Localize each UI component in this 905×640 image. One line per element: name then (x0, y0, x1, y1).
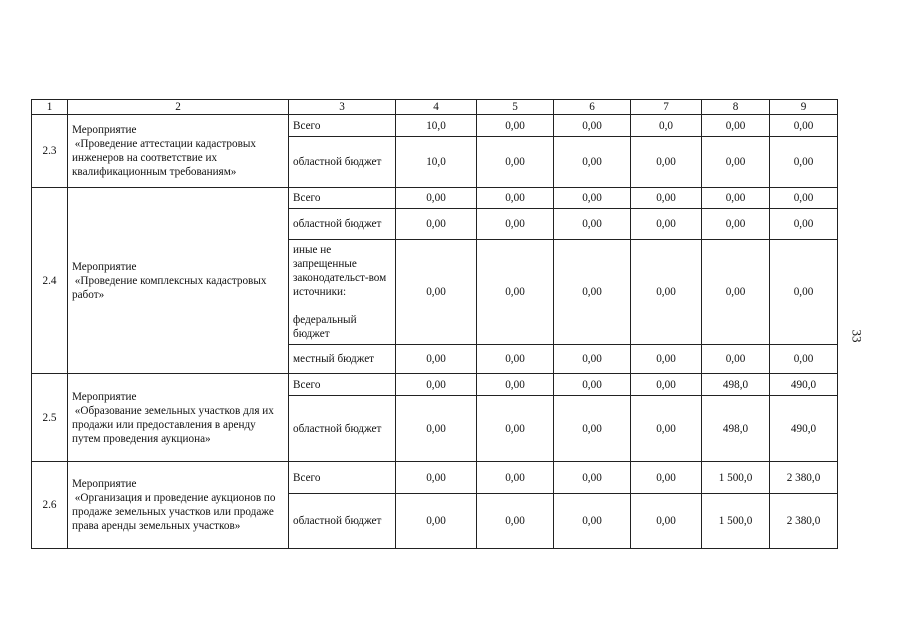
value-cell: 0,0 (631, 115, 702, 137)
value-cell: 0,00 (477, 374, 554, 396)
value-cell: 0,00 (396, 240, 477, 345)
value-cell: 0,00 (631, 396, 702, 462)
value-cell: 0,00 (477, 345, 554, 374)
item-code: 2.6 (32, 462, 68, 549)
item-name-description: «Организация и проведение аукционов по продаже земельных участков или продаже права аренды земельных участков» (72, 492, 276, 532)
value-cell: 0,00 (702, 345, 770, 374)
item-name-kind: Мероприятие (72, 390, 137, 403)
value-cell: 0,00 (396, 188, 477, 209)
value-cell: 2 380,0 (770, 494, 838, 549)
item-name-kind: Мероприятие (72, 478, 137, 490)
value-cell: 0,00 (396, 494, 477, 549)
budget-table (31, 99, 838, 549)
value-cell: 0,00 (396, 396, 477, 462)
item-name-kind: Мероприятие (72, 124, 137, 136)
value-cell: 0,00 (554, 209, 631, 240)
item-code: 2.4 (32, 188, 68, 374)
column-header: 9 (770, 100, 838, 115)
source-label: местный бюджет (289, 345, 396, 374)
value-cell: 0,00 (702, 188, 770, 209)
source-label: областной бюджет (289, 137, 396, 188)
value-cell: 0,00 (702, 240, 770, 345)
value-cell: 0,00 (770, 137, 838, 188)
value-cell: 0,00 (770, 345, 838, 374)
value-cell: 0,00 (477, 396, 554, 462)
item-name-text (72, 261, 266, 301)
value-cell: 0,00 (477, 462, 554, 494)
source-label: Всего (289, 115, 396, 137)
value-cell: 498,0 (702, 396, 770, 462)
value-cell: 0,00 (631, 345, 702, 374)
value-cell: 0,00 (631, 494, 702, 549)
item-name-description: «Образование земельных участков для их продажи или предоставления в аренду путем проведения аукциона» (72, 404, 274, 445)
source-group-cell (289, 240, 396, 345)
column-header: 7 (631, 100, 702, 115)
value-cell: 0,00 (770, 115, 838, 137)
source-label: Всего (289, 462, 396, 494)
value-cell: 0,00 (770, 209, 838, 240)
source-label: Всего (289, 374, 396, 396)
value-cell: 0,00 (702, 209, 770, 240)
item-name-description: «Проведение аттестации кадастровых инженеров на соответствие их квалификационным требованиям» (72, 138, 256, 178)
source-label: федеральный бюджет (293, 314, 357, 340)
item-name (68, 374, 289, 462)
value-cell: 0,00 (554, 494, 631, 549)
value-cell: 0,00 (554, 345, 631, 374)
value-cell: 0,00 (396, 374, 477, 396)
value-cell: 0,00 (554, 240, 631, 345)
item-code: 2.3 (32, 115, 68, 188)
value-cell: 0,00 (770, 240, 838, 345)
value-cell: 0,00 (631, 240, 702, 345)
value-cell: 0,00 (477, 240, 554, 345)
value-cell: 0,00 (477, 137, 554, 188)
column-header: 4 (396, 100, 477, 115)
value-cell: 1 500,0 (702, 462, 770, 494)
item-code: 2.5 (32, 374, 68, 462)
value-cell: 0,00 (702, 137, 770, 188)
column-header: 5 (477, 100, 554, 115)
value-cell: 0,00 (396, 209, 477, 240)
header-row (32, 100, 838, 115)
value-cell: 0,00 (554, 137, 631, 188)
column-header: 3 (289, 100, 396, 115)
table-row (32, 115, 838, 137)
item-name (68, 188, 289, 374)
table-row (32, 462, 838, 494)
table-row (32, 374, 838, 396)
value-cell: 1 500,0 (702, 494, 770, 549)
page-number: 33 (849, 329, 865, 343)
value-cell: 0,00 (477, 209, 554, 240)
value-cell: 490,0 (770, 374, 838, 396)
table-row (32, 188, 838, 209)
source-label: областной бюджет (289, 209, 396, 240)
value-cell: 490,0 (770, 396, 838, 462)
source-label: областной бюджет (289, 396, 396, 462)
source-label: областной бюджет (289, 494, 396, 549)
item-name-kind: Мероприятие (72, 260, 137, 273)
source-label: Всего (289, 188, 396, 209)
value-cell: 0,00 (631, 374, 702, 396)
item-name-text (72, 124, 256, 178)
value-cell: 0,00 (554, 396, 631, 462)
item-name-text (72, 478, 276, 532)
value-cell: 0,00 (477, 494, 554, 549)
value-cell: 10,0 (396, 115, 477, 137)
item-name-description: «Проведение комплексных кадастровых работ» (72, 274, 267, 301)
value-cell: 0,00 (396, 462, 477, 494)
item-name (68, 115, 289, 188)
value-cell: 0,00 (631, 137, 702, 188)
value-cell: 0,00 (554, 374, 631, 396)
value-cell: 0,00 (477, 188, 554, 209)
value-cell: 0,00 (554, 188, 631, 209)
value-cell: 0,00 (770, 188, 838, 209)
column-header: 6 (554, 100, 631, 115)
value-cell: 0,00 (631, 209, 702, 240)
value-cell: 10,0 (396, 137, 477, 188)
column-header: 1 (32, 100, 68, 115)
other-sources-label: иные не запрещенные законодательст-вом источники: (293, 244, 387, 298)
value-cell: 498,0 (702, 374, 770, 396)
item-name (68, 462, 289, 549)
value-cell: 0,00 (631, 188, 702, 209)
column-header: 2 (68, 100, 289, 115)
value-cell: 0,00 (396, 345, 477, 374)
column-header: 8 (702, 100, 770, 115)
value-cell: 0,00 (477, 115, 554, 137)
value-cell: 0,00 (631, 462, 702, 494)
value-cell: 0,00 (554, 115, 631, 137)
item-name-text (72, 391, 274, 445)
value-cell: 0,00 (702, 115, 770, 137)
value-cell: 2 380,0 (770, 462, 838, 494)
value-cell: 0,00 (554, 462, 631, 494)
